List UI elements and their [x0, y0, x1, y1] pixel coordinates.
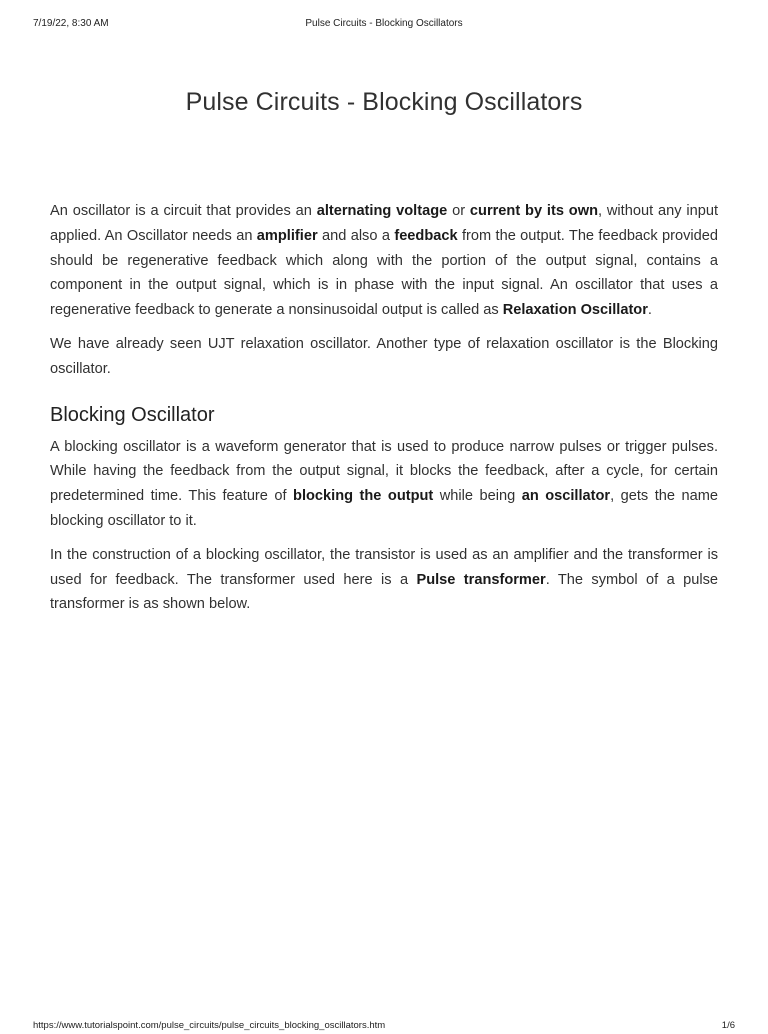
bold-term: blocking the output — [293, 488, 434, 505]
text-run: A blocking oscillator is a waveform generator that is used to produce narrow pulses or trigger pulses. While having the feedback from the output signal, it blocks the feedback, after a cycle, for certain predetermined time. This feature of — [50, 438, 718, 505]
text-run: while being — [433, 488, 522, 505]
print-footer — [33, 1020, 735, 1034]
page-number: 1/6 — [721, 1020, 735, 1031]
intro-paragraph-1 — [50, 199, 718, 323]
bold-term: feedback — [394, 227, 458, 244]
article-content — [50, 199, 718, 626]
bold-term: amplifier — [256, 227, 318, 244]
section-heading: Blocking Oscillator — [50, 403, 215, 426]
bold-term: Relaxation Oscillator — [502, 302, 648, 319]
print-header — [33, 18, 735, 32]
bold-term: current by its own — [469, 203, 598, 219]
print-date: 7/19/22, 8:30 AM — [33, 18, 109, 29]
page-title: Pulse Circuits - Blocking Oscillators — [185, 88, 583, 116]
bold-term: Pulse transformer — [416, 571, 546, 588]
text-run: . The symbol of a pulse transformer is as shown below. — [50, 571, 718, 613]
print-doc-title: Pulse Circuits - Blocking Oscillators — [305, 18, 463, 29]
section-paragraph-2 — [50, 543, 718, 617]
bold-term: an oscillator — [521, 488, 611, 505]
text-run: or — [447, 203, 470, 219]
text-run: In the construction of a blocking oscillator, the transistor is used as an amplifier and the transformer is used for feedback. The transformer used here is a — [50, 546, 718, 588]
text-run: An oscillator is a circuit that provides an — [50, 203, 317, 219]
text-run: from the output. The feedback provided should be regenerative feedback which along with the portion of the output signal, contains a component in the output signal, which is in phase with the input signal. An oscillator that uses a regenerative feedback to generate a nonsinusoidal output is called as — [50, 227, 718, 319]
text-run: , gets the name blocking oscillator to it. — [50, 488, 718, 529]
bold-term: alternating voltage — [316, 203, 448, 219]
section-paragraph-1 — [50, 435, 718, 534]
page-url: https://www.tutorialspoint.com/pulse_circuits/pulse_circuits_blocking_oscillators.htm — [33, 1020, 386, 1031]
text-run: , without any input applied. An Oscillator needs an — [50, 203, 718, 244]
text-run: and also a — [317, 227, 395, 244]
intro-paragraph-2: We have already seen UJT relaxation oscillator. Another type of relaxation oscillator is the Blocking oscillator. — [50, 335, 718, 377]
text-run: . — [647, 302, 652, 319]
